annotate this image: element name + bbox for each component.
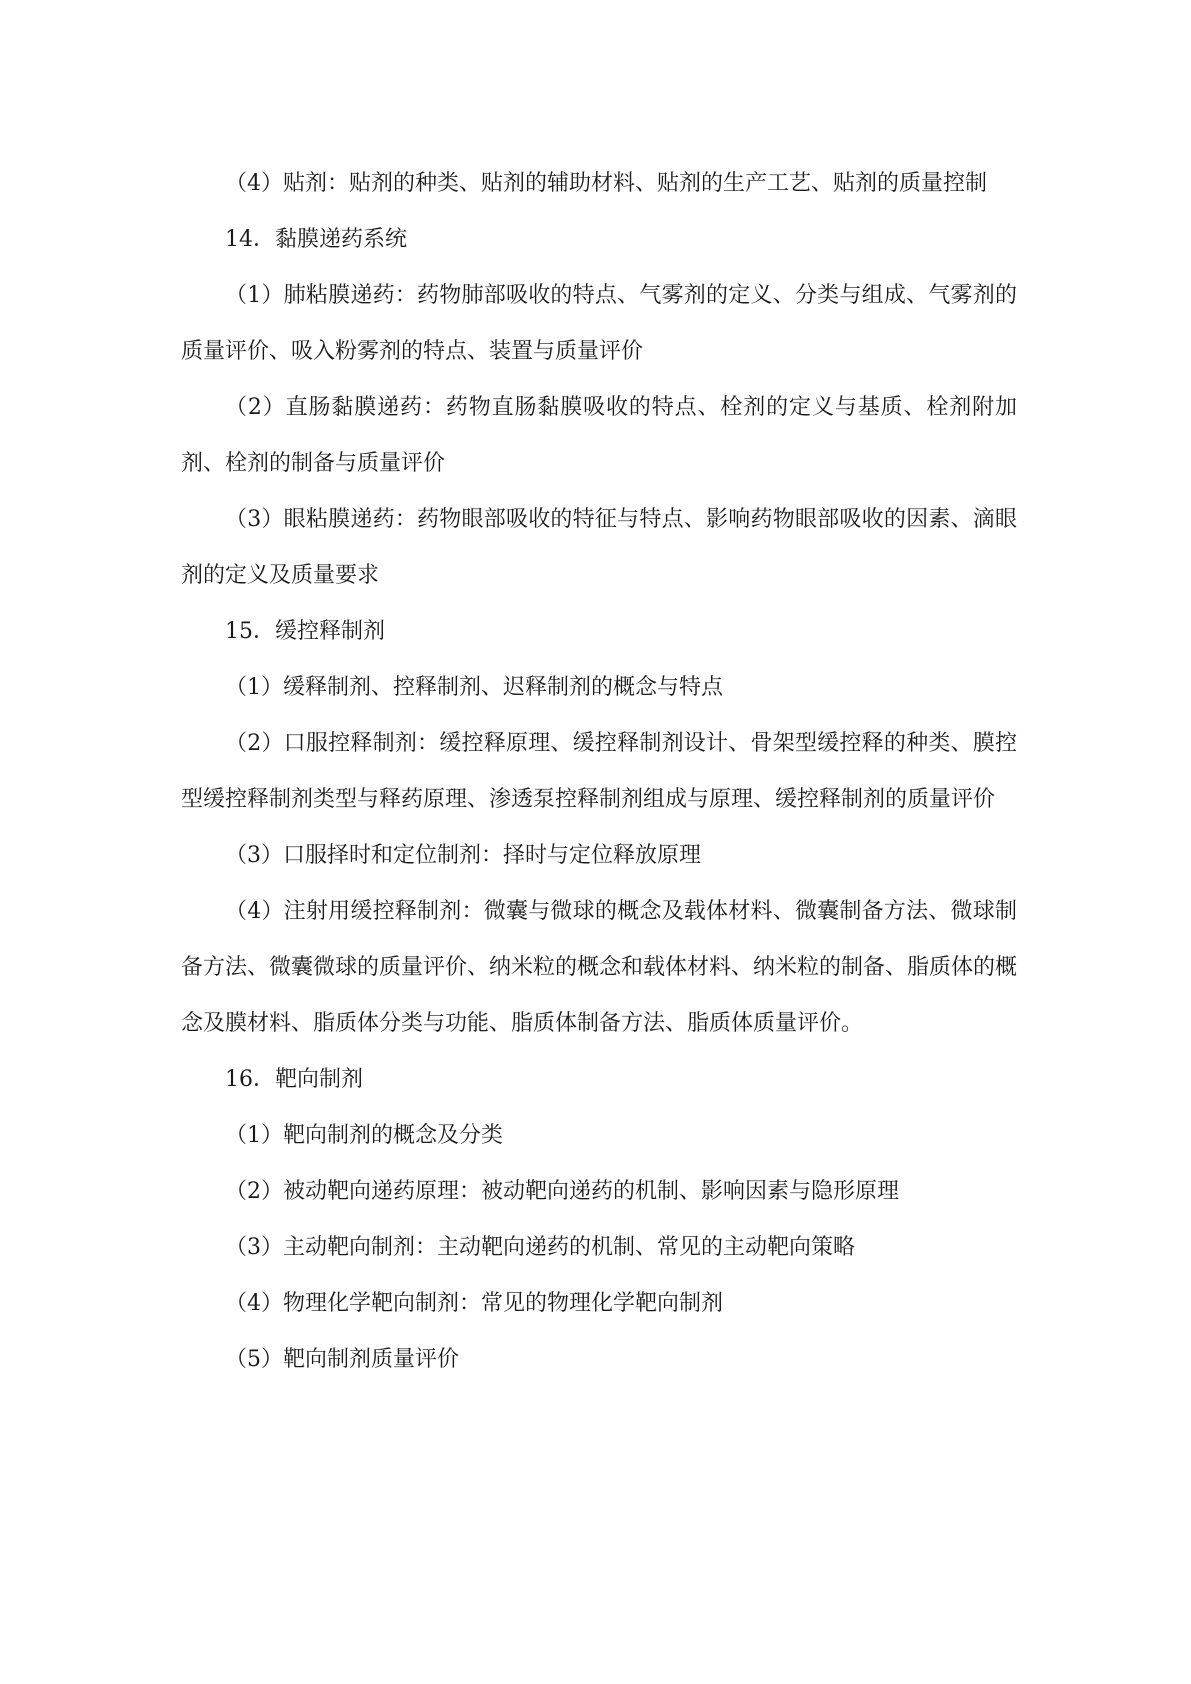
paragraph-rectal-delivery: （2）直肠黏膜递药：药物直肠黏膜吸收的特点、栓剂的定义与基质、栓剂附加剂、栓剂的制备与质量评价 [181,395,1017,476]
paragraph-patch-quality: （4）贴剂：贴剂的种类、贴剂的辅助材料、贴剂的生产工艺、贴剂的质量控制 [225,171,987,196]
section-heading-mucosal-delivery: 14．黏膜递药系统 [225,227,407,252]
paragraph-active-targeting: （3）主动靶向制剂：主动靶向递药的机制、常见的主动靶向策略 [225,1235,855,1260]
section-heading-controlled-release: 15．缓控释制剂 [225,619,385,644]
paragraph-oral-controlled: （2）口服控释制剂：缓控释原理、缓控释制剂设计、骨架型缓控释的种类、膜控型缓控释制剂类型与释药原理、渗透泵控释制剂组成与原理、缓控释制剂的质量评价 [181,731,1017,812]
paragraph-release-concepts: （1）缓释制剂、控释制剂、迟释制剂的概念与特点 [225,675,723,700]
paragraph-pulmonary-delivery: （1）肺粘膜递药：药物肺部吸收的特点、气雾剂的定义、分类与组成、气雾剂的质量评价、吸入粉雾剂的特点、装置与质量评价 [181,283,1017,364]
section-heading-targeted: 16．靶向制剂 [225,1067,363,1092]
paragraph-targeted-quality: （5）靶向制剂质量评价 [225,1347,459,1372]
paragraph-injectable-controlled: （4）注射用缓控释制剂：微囊与微球的概念及载体材料、微囊制备方法、微球制备方法、微囊微球的质量评价、纳米粒的概念和载体材料、纳米粒的制备、脂质体的概念及膜材料、脂质体分类与功能、脂质体制备方法、脂质体质量评价。 [181,899,1018,1036]
document-page [181,156,1017,1388]
paragraph-physicochemical-targeting: （4）物理化学靶向制剂：常见的物理化学靶向制剂 [225,1291,723,1316]
paragraph-passive-targeting: （2）被动靶向递药原理：被动靶向递药的机制、影响因素与隐形原理 [225,1179,899,1204]
paragraph-ocular-delivery: （3）眼粘膜递药：药物眼部吸收的特征与特点、影响药物眼部吸收的因素、滴眼剂的定义及质量要求 [181,507,1017,588]
paragraph-targeted-concept: （1）靶向制剂的概念及分类 [225,1123,503,1148]
paragraph-oral-timed: （3）口服择时和定位制剂：择时与定位释放原理 [225,843,701,868]
